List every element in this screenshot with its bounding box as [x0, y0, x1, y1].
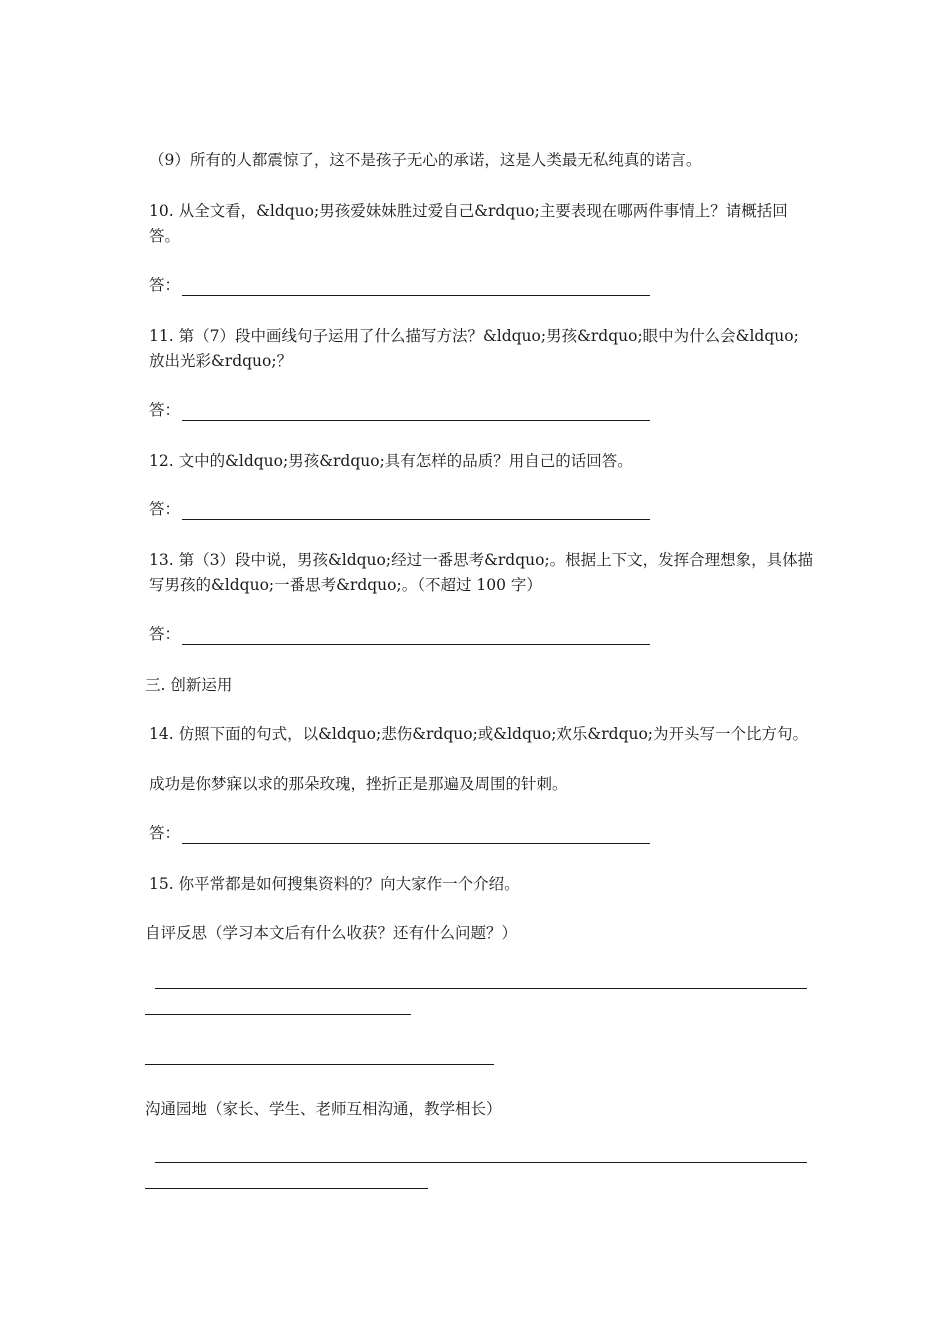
question-13: 13. 第（3）段中说，男孩&ldquo;经过一番思考&rdquo;。根据上下文，发挥合理想象，具体描写男孩的&ldquo;一番思考&rdquo;。（不超过 100 字）: [149, 551, 814, 594]
question-14-example: 成功是你梦寐以求的那朵玫瑰，挫折正是那遍及周围的针刺。: [149, 775, 568, 793]
communication-blank-line-2[interactable]: [145, 1188, 428, 1189]
communication-heading: 沟通园地（家长、学生、老师互相沟通，教学相长）: [145, 1100, 502, 1118]
question-14: 14. 仿照下面的句式，以&ldquo;悲伤&rdquo;或&ldquo;欢乐&rdquo;为开头写一个比方句。: [149, 725, 809, 743]
paragraph-9: （9）所有的人都震惊了，这不是孩子无心的承诺，这是人类最无私纯真的诺言。: [149, 151, 702, 169]
answer-label: 答：: [149, 500, 181, 518]
question-11: 11. 第（7）段中画线句子运用了什么描写方法？&ldquo;男孩&rdquo;眼中为什么会&ldquo;放出光彩&rdquo;？: [149, 327, 799, 370]
reflection-blank-line-3[interactable]: [145, 1064, 494, 1065]
answer-label: 答：: [149, 276, 181, 294]
answer-blank-12[interactable]: [182, 505, 650, 520]
answer-blank-14[interactable]: [182, 829, 650, 844]
answer-row-13: [149, 623, 650, 645]
answer-label: 答：: [149, 625, 181, 643]
answer-blank-11[interactable]: [182, 406, 650, 421]
reflection-blank-line-1[interactable]: [155, 988, 807, 989]
answer-row-10: [149, 274, 650, 296]
communication-blank-line-1[interactable]: [155, 1162, 807, 1163]
answer-label: 答：: [149, 824, 181, 842]
answer-row-12: [149, 498, 650, 520]
section-heading-3: 三. 创新运用: [145, 676, 233, 694]
self-reflection-heading: 自评反思（学习本文后有什么收获？还有什么问题？）: [145, 924, 518, 942]
question-10: 10. 从全文看，&ldquo;男孩爱妹妹胜过爱自己&rdquo;主要表现在哪两件事情上？请概括回答。: [149, 202, 788, 245]
question-15: 15. 你平常都是如何搜集资料的？向大家作一个介绍。: [149, 875, 520, 893]
answer-label: 答：: [149, 401, 181, 419]
reflection-blank-line-2[interactable]: [145, 1014, 411, 1015]
question-12: 12. 文中的&ldquo;男孩&rdquo;具有怎样的品质？用自己的话回答。: [149, 452, 633, 470]
answer-blank-10[interactable]: [182, 281, 650, 296]
answer-row-14: [149, 822, 650, 844]
answer-blank-13[interactable]: [182, 630, 650, 645]
answer-row-11: [149, 399, 650, 421]
